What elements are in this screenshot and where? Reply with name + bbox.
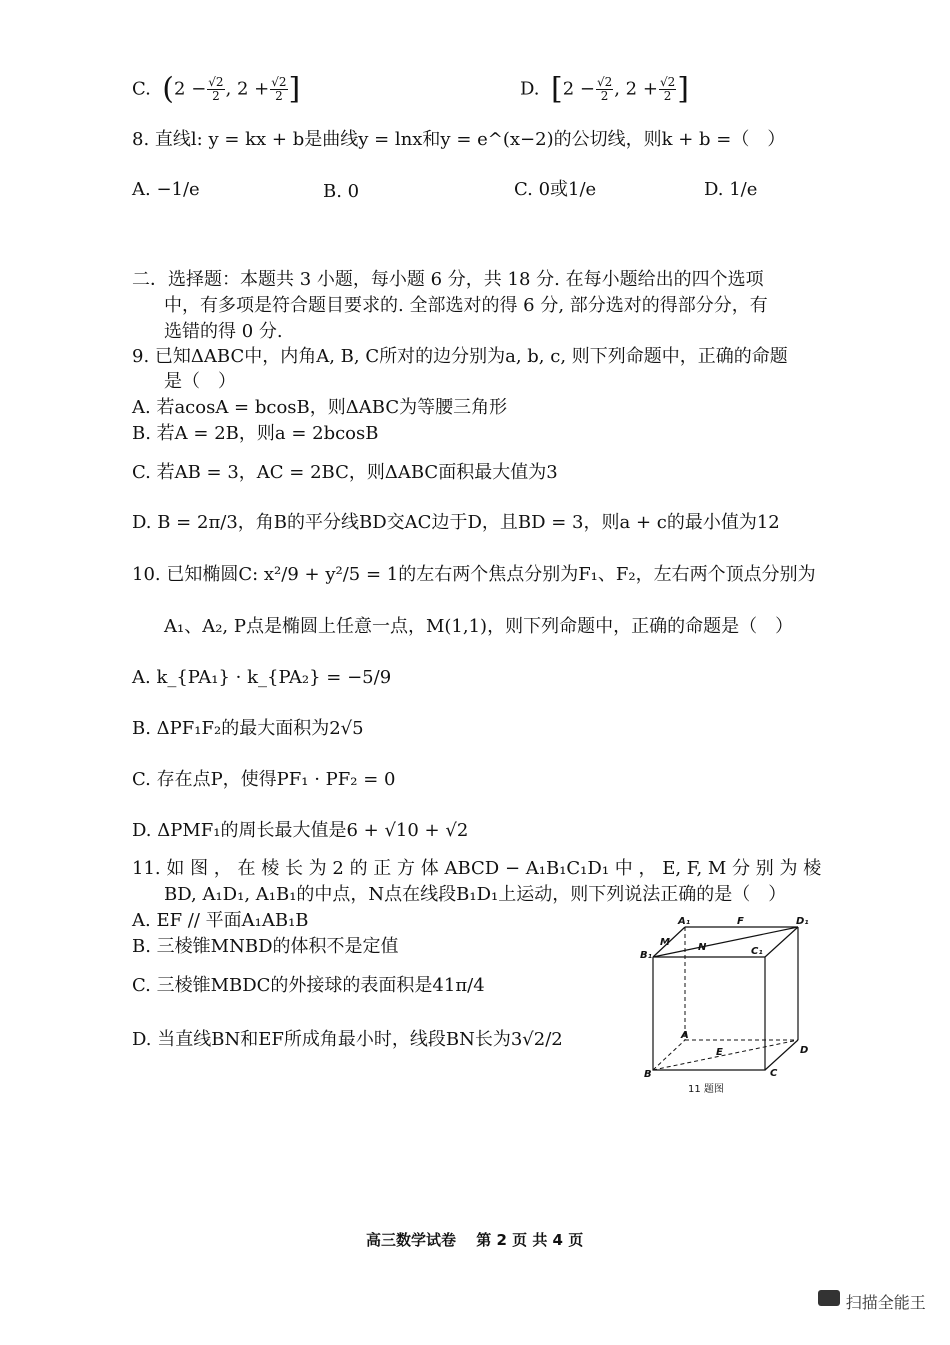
- q11-option-a: A. EF // 平面A₁AB₁B: [132, 910, 309, 931]
- q10-option-c: C. 存在点P，使得PF₁ · PF₂ = 0: [132, 769, 396, 790]
- q10-stem-line1: 10. 已知椭圆C: x²/9 + y²/5 = 1的左右两个焦点分别为F₁、F₂，左右两个顶点分别为: [132, 564, 816, 585]
- q8-option-c: C. 0或1/e: [514, 179, 597, 200]
- hidden-diagonal-b-d: [653, 1040, 798, 1070]
- q10-option-b: B. ΔPF₁F₂的最大面积为2√5: [132, 718, 364, 739]
- q11-option-b: B. 三棱锥MNBD的体积不是定值: [132, 936, 399, 957]
- figure-caption: 11 题图: [688, 1084, 724, 1095]
- label-n: N: [698, 942, 707, 953]
- scanner-logo-icon: [818, 1290, 840, 1306]
- label-m: M: [660, 937, 670, 948]
- q7-option-d: D. [2 − $\frac{√2}{2}$ , 2 + $\frac{√2}{2}$ ]: [520, 71, 689, 107]
- q11-option-c: C. 三棱锥MBDC的外接球的表面积是41π/4: [132, 975, 485, 996]
- q11-option-d: D. 当直线BN和EF所成角最小时，线段BN长为3√2/2: [132, 1029, 563, 1050]
- label-b: B: [644, 1069, 652, 1080]
- q9-stem-line2: 是（ ）: [164, 371, 236, 392]
- label-c: C: [770, 1068, 778, 1079]
- section2-line1: 二．选择题：本题共 3 小题，每小题 6 分，共 18 分. 在每小题给出的四个选项: [132, 269, 764, 290]
- watermark-text: 扫描全能王: [845, 1293, 926, 1312]
- q8-stem: 8. 直线l: y = kx + b是曲线y = lnx和y = e^(x−2)的公切线，则k + b =（ ）: [132, 129, 786, 150]
- cube-figure: [630, 912, 830, 1097]
- q8-option-a: A. −1/e: [132, 179, 200, 200]
- label-c1: C₁: [751, 946, 763, 957]
- q9-option-d: D. B = 2π/3，角B的平分线BD交AC边于D，且BD = 3，则a + c的最小值为12: [132, 512, 780, 533]
- q8-option-d: D. 1/e: [704, 179, 758, 200]
- edge-d1-c1: [765, 927, 798, 957]
- q11-stem-line2: BD, A₁D₁, A₁B₁的中点，N点在线段B₁D₁上运动，则下列说法正确的是（ ）: [164, 884, 787, 905]
- label-a1: A₁: [678, 916, 691, 927]
- label-b1: B₁: [640, 950, 653, 961]
- diagonal-b1-d1: [653, 927, 798, 957]
- scanner-watermark: [818, 1290, 950, 1312]
- q10-option-d: D. ΔPMF₁的周长最大值是6 + √10 + √2: [132, 820, 469, 841]
- q10-option-a: A. k_{PA₁} · k_{PA₂} = −5/9: [132, 667, 392, 688]
- label-f: F: [737, 916, 744, 927]
- q10-stem-line2: A₁、A₂, P点是椭圆上任意一点，M(1,1)，则下列命题中，正确的命题是（ ）: [164, 616, 794, 637]
- q7-option-c: C. (2 − $\frac{√2}{2}$ , 2 + $\frac{√2}{2}$ ]: [132, 71, 301, 107]
- q9-option-b: B. 若A = 2B，则a = 2bcosB: [132, 423, 379, 444]
- q9-option-a: A. 若acosA = bcosB，则ΔABC为等腰三角形: [132, 397, 508, 418]
- edge-c-d: [765, 1040, 798, 1070]
- hidden-edge-b-a: [653, 1040, 685, 1070]
- label-a: A: [681, 1030, 689, 1041]
- q9-stem-line1: 9. 已知ΔABC中，内角A, B, C所对的边分别为a, b, c, 则下列命题中，正确的命题: [132, 346, 788, 367]
- section2-line2: 中，有多项是符合题目要求的. 全部选对的得 6 分, 部分选对的得部分分，有: [164, 295, 768, 316]
- label-e: E: [716, 1047, 723, 1058]
- page-footer: 高三数学试卷 第 2 页 共 4 页: [366, 1231, 584, 1249]
- q8-option-b: B. 0: [323, 181, 360, 202]
- q11-stem-line1: 11. 如 图 ， 在 棱 长 为 2 的 正 方 体 ABCD − A₁B₁C₁D₁ 中 ， E, F, M 分 别 为 棱: [132, 858, 822, 879]
- cube-front-face: [653, 957, 765, 1070]
- label-d1: D₁: [796, 916, 809, 927]
- q9-option-c: C. 若AB = 3，AC = 2BC，则ΔABC面积最大值为3: [132, 462, 558, 483]
- section2-line3: 选错的得 0 分.: [164, 321, 283, 342]
- label-d: D: [800, 1045, 809, 1056]
